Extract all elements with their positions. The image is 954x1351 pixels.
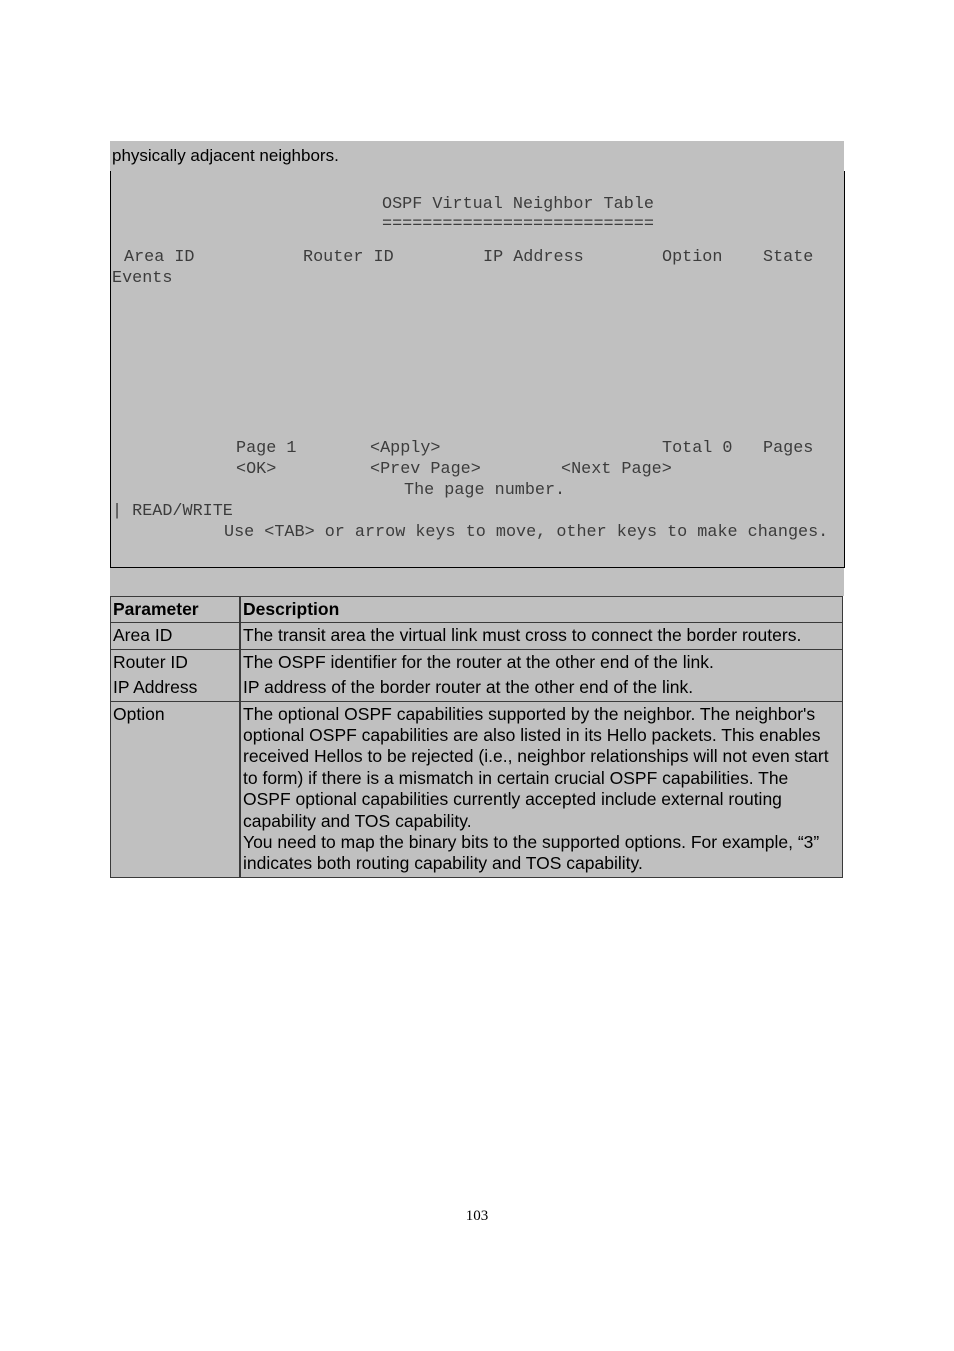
column-header-state: State xyxy=(763,248,814,267)
apply-button[interactable]: <Apply> xyxy=(370,439,441,458)
column-header-option: Option xyxy=(662,248,723,267)
help-text: Use <TAB> or arrow keys to move, other keys to make changes. xyxy=(224,523,829,542)
row-param: Router ID xyxy=(111,649,241,675)
status-hint: The page number. xyxy=(404,481,566,500)
column-header-ip-address: IP Address xyxy=(483,248,584,267)
table-header-row xyxy=(111,597,843,623)
prev-page-button[interactable]: <Prev Page> xyxy=(370,460,481,479)
row-description: The OSPF identifier for the router at the other end of the link. xyxy=(240,649,843,675)
screen-title: OSPF Virtual Neighbor Table xyxy=(382,195,654,214)
row-description xyxy=(240,701,843,877)
screen-title-underline: =========================== xyxy=(382,215,654,234)
total-pages-label: Total 0 xyxy=(662,439,733,458)
ok-button[interactable]: <OK> xyxy=(236,460,277,479)
table-row xyxy=(111,701,843,877)
row-param: IP Address xyxy=(111,675,241,701)
column-header-router-id: Router ID xyxy=(303,248,394,267)
intro-band xyxy=(110,141,844,171)
row-description: The transit area the virtual link must cross to connect the border routers. xyxy=(240,623,843,649)
intro-text: physically adjacent neighbors. xyxy=(112,146,339,165)
row-description: IP address of the border router at the other end of the link. xyxy=(240,675,843,701)
access-mode: | READ/WRITE xyxy=(112,502,233,521)
row-param: Option xyxy=(111,701,241,877)
option-description-paragraph: The optional OSPF capabilities supported by the neighbor. The neighbor's optional OSPF capabilities are also listed in its Hello packets. This enables received Hellos to be rejected (i.e., neighbor relationships will not even start to form) if there is a mismatch in certain crucial OSPF capabilities. The OSPF optional capabilities currently accepted include external routing capability and TOS capability. xyxy=(243,703,829,831)
next-page-button[interactable]: <Next Page> xyxy=(561,460,672,479)
column-header-events: Events xyxy=(112,269,173,288)
page-number: 103 xyxy=(465,1208,489,1224)
table-row xyxy=(111,623,843,649)
pages-label: Pages xyxy=(763,439,814,458)
table-row xyxy=(111,649,843,675)
gap-band xyxy=(110,568,844,596)
row-param: Area ID xyxy=(111,623,241,649)
column-header-area-id: Area ID xyxy=(124,248,195,267)
header-description: Description xyxy=(240,597,843,623)
terminal-screen xyxy=(110,171,845,568)
parameter-table xyxy=(110,596,843,878)
page-field[interactable]: Page 1 xyxy=(236,439,297,458)
header-parameter: Parameter xyxy=(111,597,241,623)
option-description-example: You need to map the binary bits to the supported options. For example, “3” indicates both routing capability and TOS capability. xyxy=(243,832,820,874)
table-row xyxy=(111,675,843,701)
